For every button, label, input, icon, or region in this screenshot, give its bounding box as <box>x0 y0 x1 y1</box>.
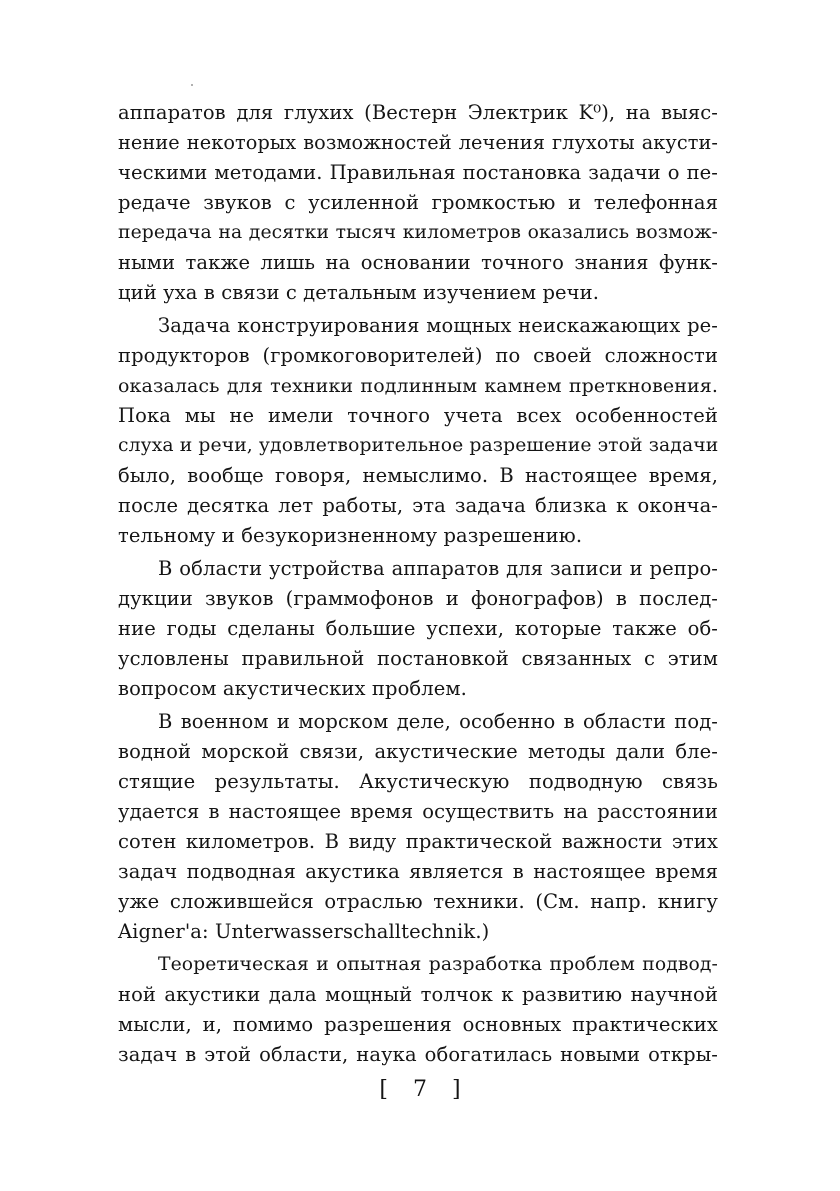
text-line: было, вообще говоря, немыслимо. В настоящее время, <box>118 464 718 487</box>
text-line: ций уха в связи с детальным изучением речи. <box>118 281 600 304</box>
text-line: передача на десятки тысяч километров оказались возмож- <box>118 222 718 243</box>
text-line: стящие результаты. Акустическую подводную связь <box>118 770 718 793</box>
text-line: тельному и безукоризненному разрешению. <box>118 524 583 547</box>
text-line: В военном и морском деле, особенно в области под- <box>158 710 718 733</box>
paragraph <box>118 98 718 308</box>
text-line: редаче звуков с усиленной громкостью и телефонная <box>118 191 718 214</box>
text-line: мысли, и, помимо разрешения основных практических <box>118 1013 718 1036</box>
paragraph <box>118 950 718 1070</box>
text-line: оказалась для техники подлинным камнем преткновения. <box>118 375 718 397</box>
text-line: водной морской связи, акустические методы дали бле- <box>118 740 718 763</box>
body-text <box>118 98 718 1070</box>
text-line: аппаратов для глухих (Вестерн Электрик K⁰), на выяс- <box>118 101 718 124</box>
text-line: Задача конструирования мощных неискажающих ре- <box>158 314 718 337</box>
text-line: после десятка лет работы, эта задача близка к оконча- <box>118 494 718 517</box>
text-line: Теоретическая и опытная разработка проблем подвод- <box>158 954 718 975</box>
print-speck <box>191 84 193 86</box>
text-line: Aigner'a: Unterwasserschalltechnik.) <box>118 920 490 943</box>
text-line: вопросом акустических проблем. <box>118 677 467 700</box>
page-number: [ 7 ] <box>379 1077 461 1102</box>
text-line: ной акустики дала мощный толчок к развитию научной <box>118 983 718 1006</box>
text-line: ными также лишь на основании точного знания функ- <box>118 251 718 274</box>
text-line: слуха и речи, удовлетворительное разрешение этой задачи <box>118 435 719 456</box>
paragraph <box>118 707 718 947</box>
text-line: задач подводная акустика является в настоящее время <box>118 860 718 883</box>
text-line: уже сложившейся отраслью техники. (См. напр. книгу <box>118 890 718 913</box>
text-line: продукторов (громкоговорителей) по своей сложности <box>118 344 718 367</box>
paragraph <box>118 311 718 551</box>
text-line: ческими методами. Правильная постановка задачи о пе- <box>118 161 718 184</box>
text-line: ние годы сделаны большие успехи, которые также об- <box>118 617 718 640</box>
text-line: задач в этой области, наука обогатилась новыми откры- <box>118 1043 718 1066</box>
text-line: В области устройства аппаратов для записи и репро- <box>158 557 718 580</box>
text-line: условлены правильной постановкой связанных с этим <box>118 647 718 670</box>
text-line: дукции звуков (граммофонов и фонографов) в послед- <box>118 587 718 610</box>
text-line: удается в настоящее время осуществить на расстоянии <box>118 800 718 823</box>
paragraph <box>118 554 718 704</box>
text-line: Пока мы не имели точного учета всех особенностей <box>118 404 718 427</box>
text-line: нение некоторых возможностей лечения глухоты акусти- <box>118 131 718 154</box>
text-line: сотен километров. В виду практической важности этих <box>118 830 718 853</box>
